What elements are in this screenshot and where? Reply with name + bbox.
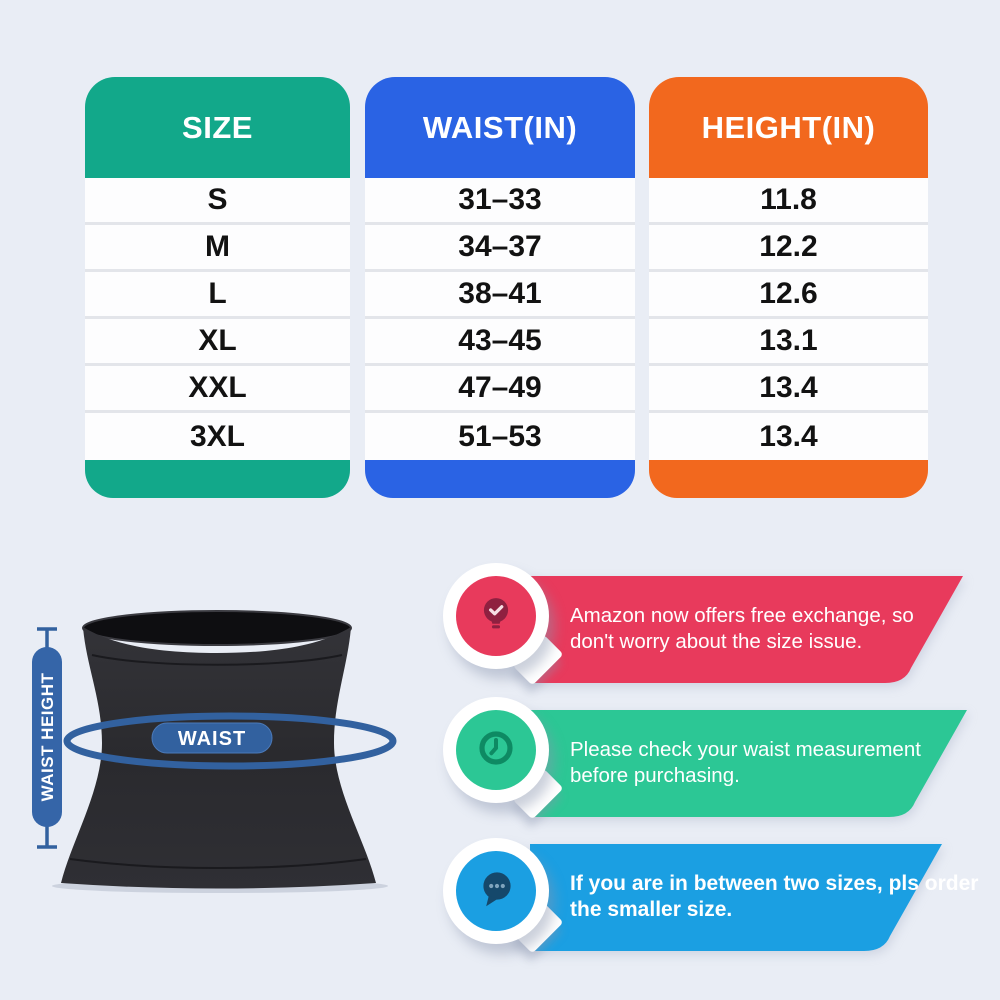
tip-icon-badge [443, 563, 549, 669]
waist-cell: 38–41 [365, 272, 635, 319]
waist-height-label: WAIST HEIGHT [38, 672, 57, 802]
tip-banner-between-sizes [530, 844, 979, 951]
waist-cell: 47–49 [365, 366, 635, 413]
waist-column-header: WAIST(IN) [365, 77, 635, 178]
waist-cell: 34–37 [365, 225, 635, 272]
tip-line-2: the smaller size. [570, 898, 733, 921]
tip-line-2: before purchasing. [570, 764, 740, 787]
lightbulb-check-icon [473, 591, 519, 642]
height-cell: 13.1 [649, 319, 928, 366]
size-cell: 3XL [85, 413, 350, 460]
size-cell: L [85, 272, 350, 319]
size-column [85, 77, 350, 498]
tip-icon-badge [443, 697, 549, 803]
height-cell: 12.2 [649, 225, 928, 272]
height-column-header: HEIGHT(IN) [649, 77, 928, 178]
waist-column [365, 77, 635, 498]
waist-cell: 31–33 [365, 178, 635, 225]
waist-trainer-illustration [20, 595, 440, 900]
size-column-body [85, 178, 350, 460]
size-cell: XL [85, 319, 350, 366]
waist-cell: 43–45 [365, 319, 635, 366]
size-column-footer-bar [85, 460, 350, 498]
chat-dots-icon [472, 865, 520, 918]
waist-column-body [365, 178, 635, 460]
waist-trainer-diagram [20, 595, 440, 895]
tip-text [570, 603, 914, 655]
height-column [649, 77, 928, 498]
size-column-header: SIZE [85, 77, 350, 178]
height-cell: 11.8 [649, 178, 928, 225]
height-column-footer-bar [649, 460, 928, 498]
waist-cell: 51–53 [365, 413, 635, 460]
tip-line-1: If you are in between two sizes, pls order [570, 872, 979, 895]
height-cell: 13.4 [649, 413, 928, 460]
size-cell: S [85, 178, 350, 225]
waist-column-footer-bar [365, 460, 635, 498]
tip-text [570, 737, 921, 789]
tip-icon-badge [443, 838, 549, 944]
tip-banner-check-measurement [530, 710, 967, 817]
size-chart-table [85, 77, 928, 498]
tip-line-2: don't worry about the size issue. [570, 630, 863, 653]
clock-icon [472, 724, 520, 777]
waist-label: WAIST [177, 728, 247, 750]
tip-line-1: Amazon now offers free exchange, so [570, 604, 914, 627]
size-cell: M [85, 225, 350, 272]
height-column-body [649, 178, 928, 460]
garment-opening [83, 611, 351, 645]
tip-banner-free-exchange [530, 576, 963, 683]
height-cell: 13.4 [649, 366, 928, 413]
tip-line-1: Please check your waist measurement [570, 738, 921, 761]
tip-text [570, 871, 978, 923]
height-cell: 12.6 [649, 272, 928, 319]
size-cell: XXL [85, 366, 350, 413]
